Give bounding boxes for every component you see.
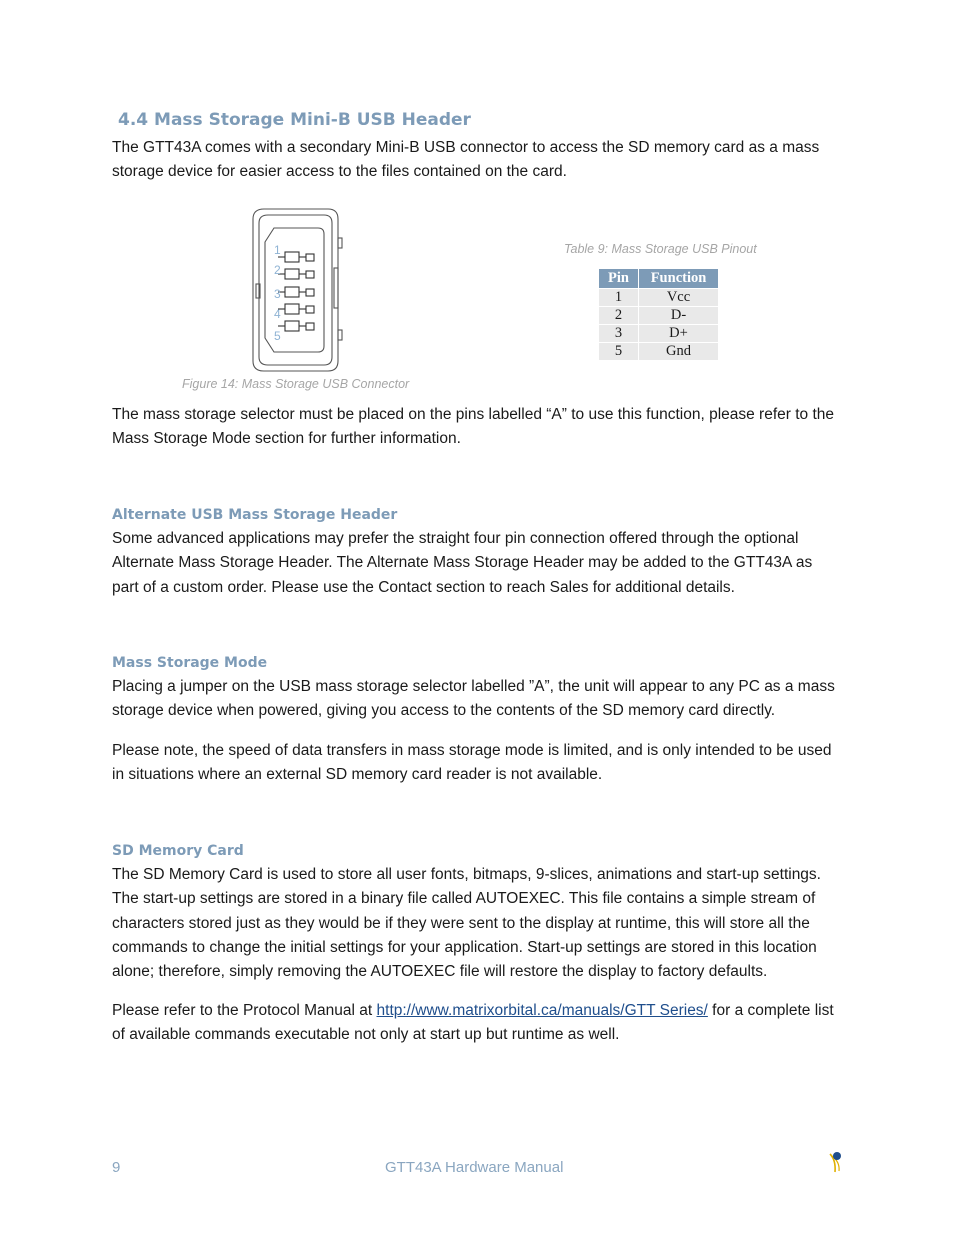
header-pin: Pin xyxy=(599,269,639,289)
sd-card-body-1: The SD Memory Card is used to store all user fonts, bitmaps, 9-slices, animations and start-up settings. The start-up settings are stored in a binary file called AUTOEXEC. This file contains a simple stream of characters stored just as they would be if they were sent to the display at runtime, this will store all the commands to change the initial settings for your application. Start-up settings are stored in this location alone; therefore, simply removing the AUTOEXEC file will restore the display to factory defaults. xyxy=(112,866,821,981)
section-intro: The GTT43A comes with a secondary Mini-B USB connector to access the SD memory card as a mass storage device for easier access to the files contained on the card. xyxy=(112,139,820,181)
mass-storage-mode-body-1: Placing a jumper on the USB mass storage selector labelled ”A”, the unit will appear to any PC as a mass storage device when powered, giving you access to the contents of the SD memory card directly. xyxy=(112,678,835,720)
pin-cell: 5 xyxy=(599,343,639,361)
pin-label-1: 1 xyxy=(274,243,281,257)
header-function: Function xyxy=(639,269,719,289)
pin-cell: 2 xyxy=(599,307,639,325)
alternate-header-body: Some advanced applications may prefer the straight four pin connection offered through the optional Alternate Mass Storage Header. The Alternate Mass Storage Header may be added to the GTT43A as part of a custom order. Please use the Contact section to reach Sales for additional details. xyxy=(112,530,813,596)
table-row xyxy=(599,343,719,361)
sd-card-body-2-pre: Please refer to the Protocol Manual at xyxy=(112,1002,377,1019)
function-cell: D+ xyxy=(639,325,719,343)
mass-storage-mode-body-2: Please note, the speed of data transfers in mass storage mode is limited, and is only intended to be used in situations where an external SD memory card reader is not available. xyxy=(112,742,832,784)
pin-label-4: 4 xyxy=(274,307,281,321)
pin-cell: 1 xyxy=(599,289,639,307)
table-row xyxy=(599,325,719,343)
pin-label-5: 5 xyxy=(274,329,281,343)
sd-card-title: SD Memory Card xyxy=(112,843,244,859)
sd-card-body-2 xyxy=(112,999,840,1048)
mass-storage-mode-title: Mass Storage Mode xyxy=(112,655,268,671)
company-logo-icon xyxy=(826,1150,846,1174)
table-row xyxy=(599,307,719,325)
pin-cell: 3 xyxy=(599,325,639,343)
function-cell: Gnd xyxy=(639,343,719,361)
pinout-table xyxy=(598,268,719,361)
mini-usb-connector-figure xyxy=(248,206,344,374)
function-cell: D- xyxy=(639,307,719,325)
table-header-row xyxy=(599,269,719,289)
figure-caption: Figure 14: Mass Storage USB Connector xyxy=(182,377,410,391)
pin-label-3: 3 xyxy=(274,287,281,301)
footer-title: GTT43A Hardware Manual xyxy=(385,1159,564,1176)
protocol-manual-link[interactable]: http://www.matrixorbital.ca/manuals/GTT Series/ xyxy=(376,1002,708,1019)
pin-label-2: 2 xyxy=(274,263,281,277)
section-title-4-4: 4.4 Mass Storage Mini-B USB Header xyxy=(118,110,471,130)
table-caption: Table 9: Mass Storage USB Pinout xyxy=(564,242,757,256)
table-row xyxy=(599,289,719,307)
function-cell: Vcc xyxy=(639,289,719,307)
selector-note: The mass storage selector must be placed on the pins labelled “A” to use this function, please refer to the Mass Storage Mode section for further information. xyxy=(112,406,835,448)
sd-card-body-2-post: for a complete list of available commands executable not only at start up but runtime as well. xyxy=(112,1002,834,1044)
page-number: 9 xyxy=(112,1159,121,1176)
alternate-header-title: Alternate USB Mass Storage Header xyxy=(112,507,398,523)
